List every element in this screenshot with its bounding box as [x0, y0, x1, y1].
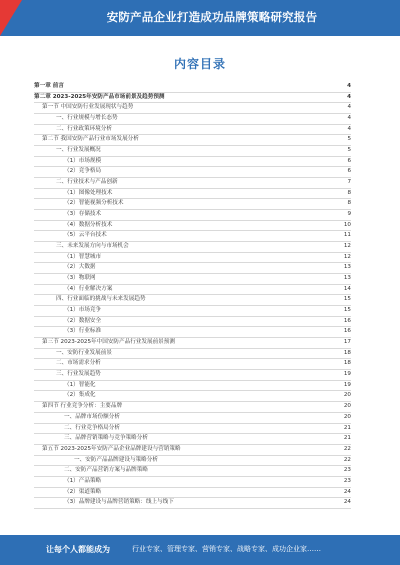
toc-entry[interactable] — [34, 349, 351, 360]
toc-entry-page: 6 — [347, 157, 351, 164]
toc-entry[interactable] — [34, 317, 351, 328]
toc-entry[interactable] — [34, 93, 351, 104]
toc-entry[interactable] — [34, 274, 351, 285]
toc-entry-text: （3）物联网 — [64, 275, 96, 282]
toc-entry-text: （2）智能视频分析技术 — [64, 200, 124, 207]
toc-entry[interactable] — [34, 306, 351, 317]
toc-entry-page: 16 — [343, 328, 351, 335]
footer-slogan-right: 行业专家、管理专家、营销专家、战略专家、成功企业家…… — [132, 545, 321, 553]
toc-entry[interactable] — [34, 370, 351, 381]
toc-entry[interactable] — [34, 263, 351, 274]
toc-entry[interactable] — [34, 103, 351, 114]
toc-entry[interactable] — [34, 327, 351, 338]
toc-entry-page: 22 — [343, 456, 351, 463]
table-of-contents — [34, 82, 351, 509]
toc-entry-text: （5）云平台技术 — [64, 232, 107, 239]
toc-entry-page: 16 — [343, 317, 351, 324]
toc-entry-page: 4 — [347, 115, 351, 122]
toc-entry-page: 15 — [343, 307, 351, 314]
toc-entry-text: 三、品牌营销策略与竞争策略分析 — [64, 435, 148, 442]
toc-entry-page: 12 — [343, 253, 351, 260]
toc-entry-text: （2）渠道策略 — [64, 488, 102, 495]
toc-entry[interactable] — [34, 253, 351, 264]
toc-entry-page: 4 — [347, 93, 351, 100]
toc-entry-text: 一、安防产品品牌建设与策略分析 — [74, 456, 158, 463]
toc-entry[interactable] — [34, 167, 351, 178]
toc-entry[interactable] — [34, 498, 351, 509]
toc-entry-text: （1）市场竞争 — [64, 307, 102, 314]
toc-entry-page: 5 — [347, 136, 351, 143]
toc-entry[interactable] — [34, 178, 351, 189]
toc-entry-page: 24 — [343, 499, 351, 506]
toc-entry-text: （4）数据分析技术 — [64, 221, 113, 228]
toc-entry[interactable] — [34, 413, 351, 424]
toc-entry-text: （4）行业解决方案 — [64, 285, 113, 292]
toc-entry-text: 二、行业技术与产品创新 — [56, 179, 118, 186]
toc-entry[interactable] — [34, 146, 351, 157]
toc-entry-page: 8 — [347, 200, 351, 207]
toc-entry[interactable] — [34, 381, 351, 392]
toc-entry-page: 19 — [343, 381, 351, 388]
toc-entry[interactable] — [34, 135, 351, 146]
toc-entry-text: （1）产品策略 — [64, 477, 102, 484]
toc-entry-page: 23 — [343, 477, 351, 484]
toc-entry[interactable] — [34, 221, 351, 232]
header-red-corner — [0, 0, 22, 36]
toc-entry-page: 17 — [343, 339, 351, 346]
toc-entry[interactable] — [34, 210, 351, 221]
toc-entry-text: （3）品牌建设与品牌营销策略：线上与线下 — [64, 499, 174, 506]
toc-title: 内容目录 — [173, 57, 226, 71]
toc-entry[interactable] — [34, 434, 351, 445]
toc-entry[interactable] — [34, 338, 351, 349]
toc-entry[interactable] — [34, 402, 351, 413]
toc-entry[interactable] — [34, 285, 351, 296]
toc-entry-page: 12 — [343, 243, 351, 250]
toc-entry-text: （1）智能化 — [64, 381, 96, 388]
toc-entry-text: 一、安防行业发展前景 — [56, 349, 112, 356]
toc-entry[interactable] — [34, 477, 351, 488]
toc-entry-text: 第二节 我国安防产品行业市场发展分析 — [42, 136, 139, 143]
page-header — [0, 0, 400, 36]
toc-entry-page: 14 — [343, 285, 351, 292]
toc-entry-text: 三、行业发展趋势 — [56, 371, 101, 378]
toc-entry-page: 4 — [347, 125, 351, 132]
toc-entry-text: （1）市场规模 — [64, 157, 102, 164]
toc-entry-text: 第三节 2023-2025年中国安防产品行业发展前景预测 — [42, 339, 175, 346]
toc-entry-page: 21 — [343, 424, 351, 431]
toc-entry[interactable] — [34, 157, 351, 168]
toc-entry-page: 21 — [343, 435, 351, 442]
toc-entry-page: 8 — [347, 189, 351, 196]
toc-entry-text: 第二章 2023-2025年安防产品市场前景及趋势预测 — [34, 93, 165, 100]
toc-entry-text: 一、品牌市场份额分析 — [64, 413, 120, 420]
toc-entry-text: 二、安防产品营销方案与品牌策略 — [64, 467, 148, 474]
toc-entry[interactable] — [34, 488, 351, 499]
toc-entry-text: 第四节 行业竞争分析：主要品牌 — [42, 403, 123, 410]
toc-entry-text: （3）行业标准 — [64, 328, 102, 335]
page-footer — [0, 535, 400, 565]
toc-entry-page: 20 — [343, 392, 351, 399]
toc-entry-text: 一、行业规模与增长态势 — [56, 115, 118, 122]
toc-entry-text: 三、未来发展方向与市场机会 — [56, 243, 129, 250]
toc-entry-text: （1）图像处理技术 — [64, 189, 113, 196]
toc-entry[interactable] — [34, 82, 351, 93]
toc-entry-page: 19 — [343, 371, 351, 378]
toc-entry[interactable] — [34, 114, 351, 125]
toc-entry[interactable] — [34, 359, 351, 370]
toc-entry-text: 第五节 2023-2025年安防产品企业品牌建设与营销策略 — [42, 445, 181, 452]
toc-entry-page: 6 — [347, 168, 351, 175]
toc-entry-page: 10 — [343, 221, 351, 228]
toc-entry[interactable] — [34, 189, 351, 200]
toc-entry-page: 24 — [343, 488, 351, 495]
toc-entry-page: 11 — [343, 232, 351, 239]
toc-entry[interactable] — [34, 445, 351, 456]
toc-entry-text: 二、行业政策环境分析 — [56, 125, 112, 132]
toc-entry-page: 20 — [343, 413, 351, 420]
toc-entry-page: 13 — [343, 264, 351, 271]
toc-entry-page: 18 — [343, 360, 351, 367]
toc-entry-text: （2）竞争格局 — [64, 168, 102, 175]
toc-entry-page: 7 — [347, 179, 351, 186]
toc-entry[interactable] — [34, 424, 351, 435]
toc-entry[interactable] — [34, 391, 351, 402]
toc-entry[interactable] — [34, 295, 351, 306]
toc-entry-text: 四、行业面临的挑战与未来发展趋势 — [56, 296, 146, 303]
toc-entry[interactable] — [34, 199, 351, 210]
toc-entry-page: 5 — [347, 147, 351, 154]
toc-entry-text: （2）数据安全 — [64, 317, 102, 324]
toc-entry[interactable] — [34, 231, 351, 242]
toc-entry-text: （2）大数据 — [64, 264, 96, 271]
toc-entry-page: 9 — [347, 211, 351, 218]
toc-entry-text: 二、行业竞争格局分析 — [64, 424, 120, 431]
toc-entry[interactable] — [34, 456, 351, 467]
toc-entry[interactable] — [34, 125, 351, 136]
toc-entry-text: （2）集成化 — [64, 392, 96, 399]
toc-entry-page: 4 — [347, 83, 351, 89]
toc-entry-text: （1）智慧城市 — [64, 253, 102, 260]
toc-entry-page: 15 — [343, 296, 351, 303]
toc-entry-text: 第一节 中国安防行业发展现状与趋势 — [42, 104, 134, 111]
toc-entry[interactable] — [34, 466, 351, 477]
toc-entry-page: 18 — [343, 349, 351, 356]
toc-entry-page: 13 — [343, 275, 351, 282]
toc-entry-page: 22 — [343, 445, 351, 452]
toc-entry[interactable] — [34, 242, 351, 253]
toc-entry-text: 第一章 前言 — [34, 83, 64, 89]
toc-entry-text: 二、市场需求分析 — [56, 360, 101, 367]
toc-entry-page: 23 — [343, 467, 351, 474]
footer-slogan-left: 让每个人都能成为 — [46, 545, 110, 554]
toc-entry-page: 4 — [347, 104, 351, 111]
header-title: 安防产品企业打造成功品牌策略研究报告 — [106, 10, 318, 24]
toc-entry-text: （3）存储技术 — [64, 211, 102, 218]
toc-entry-page: 20 — [343, 403, 351, 410]
toc-entry-text: 一、行业发展概况 — [56, 147, 101, 154]
